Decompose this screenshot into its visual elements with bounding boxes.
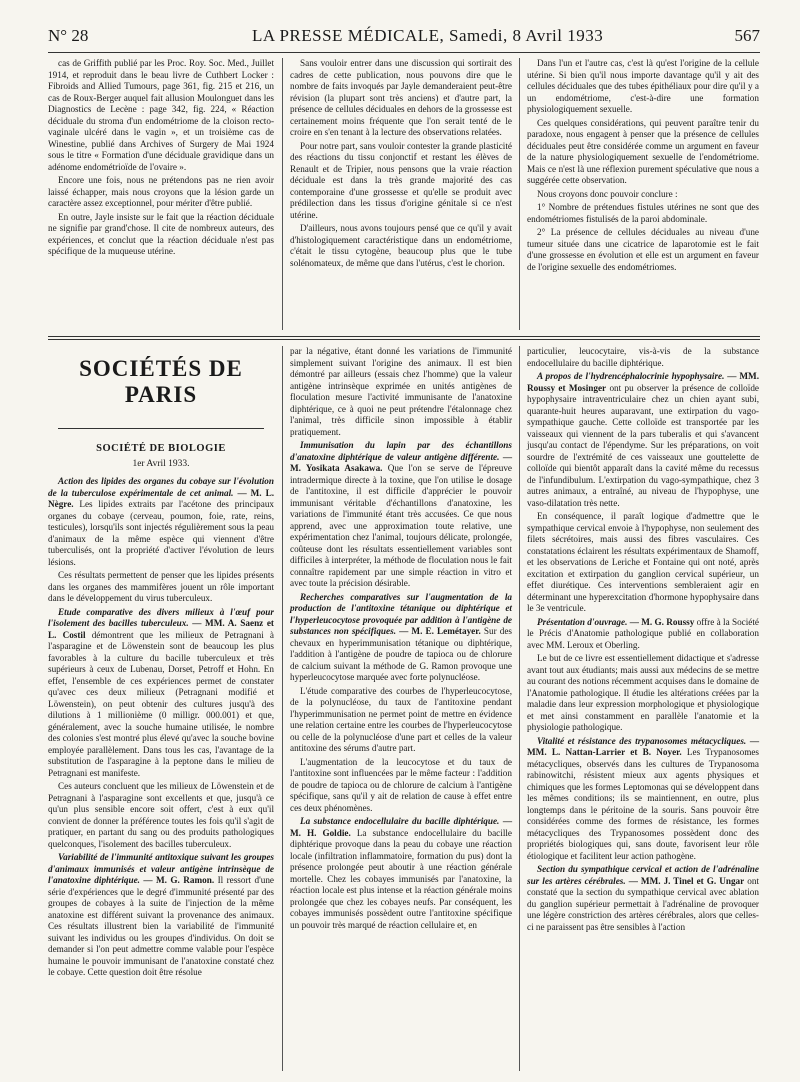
paragraph: [48, 781, 274, 850]
title-rule: [58, 428, 264, 429]
paragraph: [290, 686, 512, 755]
article-entry: [527, 617, 759, 652]
article-text: offre à la Société le Précis d'Anatomie pathologique publié en collaboration avec MM. Leroux et Oberling.: [527, 616, 759, 650]
article-text: Les Trypanosomes métacycliques, observés dans les cultures de Trypanosoma rabinowitchi, résistent mieux aux agents physiques et chimiques que les formes Leptomonas qui se développent dans les mêmes conditions; ils se maintiennent, en outre, plus longtemps dans le péritoine de la souris. Sans pouvoir être considérées comme des formes de résistance, les formes métacycliques des Trypanosomes possèdent donc des propriétés biologiques qui, sans doute, favorisent leur rôle étiologique et facilitent leur action pathogène.: [527, 747, 759, 861]
article-author: — M. H. Goldie.: [290, 816, 513, 838]
article-text: Sur des chevaux en hyperimmunisation tétanique ou diphtérique, l'addition à l'antigène de poudre de tapioca ou de chlorure de calcium suivant la méthode de G. Ramon provoque une hyperleucocytose marquée avec forte polynucléose.: [290, 626, 513, 682]
article-text: La substance endocellulaire du bacille diphtérique provoque dans la peau du cobaye une réaction locale (infiltration inflammatoire, formation du pus) dont la présence prolongée peut aboutir à une réaction générale mortelle. Chez les cobayes immunisés par l'anatoxine, la réaction locale est plus intense et la réaction générale moins prolongée que chez les cobayes neufs. Par conséquent, les cobayes immunisés possèdent outre l'antitoxine spécifique un pouvoir très marqué de réaction cellulaire et, en: [290, 827, 512, 930]
article-entry: [290, 816, 512, 931]
paragraph: Sans vouloir entrer dans une discussion qui sortirait des cadres de cette publication, nous pouvons dire que le nombre de faits invoqués par Jayle demanderaient peut-être révision (la plupart sont très anciens) et d'autre part, la présence de cellules déciduales en dehors de la grossesse est certainement moins fréquente que l'on serait tenté de le croire en s'en tenant à la lecture des observations relatées.: [290, 58, 512, 137]
top-column-2: [290, 58, 512, 271]
article-author: — MM. A. Saenz et L. Costil: [48, 618, 274, 640]
article-text: Ces résultats permettent de penser que les lipides présents dans les organes des mammifères jouent un rôle important dans le développement du virus tuberculeux.: [48, 570, 274, 603]
paragraph: Nous croyons donc pouvoir conclure :: [537, 188, 678, 199]
section-rule: [48, 336, 760, 337]
article-title: La substance endocellulaire du bacille diphtérique.: [300, 816, 500, 826]
paragraph: [527, 511, 759, 615]
header-rule: [48, 52, 760, 53]
column-divider: [282, 346, 283, 1071]
article-text: ont constaté que la section du sympathique cervical avec ablation du ganglion supérieur permettait à l'adrénaline de provoquer une légère constriction des artères cérébrales, alors que celles-ci ne paraissent pas être sensibles à l'action: [527, 875, 760, 932]
issue-number: N° 28: [48, 26, 89, 45]
article-title: Action des lipides des organes du cobaye sur l'évolution de la tuberculose expérimentale de cet animal.: [48, 476, 274, 498]
paragraph: [527, 653, 759, 734]
journal-title: LA PRESSE MÉDICALE, Samedi, 8 Avril 1933: [252, 26, 604, 45]
article-author: — M. Yosikata Asakawa.: [290, 451, 512, 473]
section-title: SOCIÉTÉS DE PARIS: [79, 356, 243, 407]
article-entry: [290, 440, 512, 590]
article-text: Le but de ce livre est essentiellement didactique et s'adresse avant tout aux étudiants; mais aussi aux médecins de se mettre au courant des notions récemment acquises dans le domaine de l'Anatomie pathologique. Il étudie les altérations créées par la maladie dans leur expression morphologique et physiologique et met ainsi constamment en parallèle l'anatomie et la physiologie pathologique.: [527, 653, 759, 732]
article-entry: [48, 607, 274, 780]
paragraph: Pour notre part, sans vouloir contester la grande plasticité des réactions du tissu conjonctif et restant les élèves de Renault et de Tripier, nous pensons que la vraie réaction déciduale est dans la très grande majorité des cas contemporaine d'une grossesse et qu'elle se produit avec prédilection dans les tissus d'origine génitale si ce n'est utérine.: [290, 140, 512, 220]
article-title: Immunisation du lapin par des échantillons d'anatoxine diphtérique de valeur antigène différente.: [290, 440, 512, 462]
column-divider: [519, 346, 520, 1071]
article-text: L'étude comparative des courbes de l'hyperleucocytose, de la polynucléose, du taux de l'antitoxine pendant l'hyperimmunisation ne permet point de mettre en évidence une relation certaine entre les courbes de l'hyperleucocytose ou celle de la polynucléose d'une part et celles de la valeur antitoxine des sérums d'autre part.: [290, 685, 512, 753]
article-title: Variabilité de l'immunité antitoxique suivant les groupes d'animaux immunisés et valeur antigène intrinsèque de l'anatoxine diphtérique.: [48, 852, 274, 885]
article-author: — M. G. Roussy: [629, 616, 695, 627]
column-divider: [519, 58, 520, 330]
paragraph: cas de Griffith publié par les Proc. Roy. Soc. Med., Juillet 1914, et reproduit dans le beau livre de Cuthbert Locker : Fibroids and Allied Tumours, page 361, fig. 215 et 216, un cas de Roux-Berger auquel fait allusion Moulonguet dans les Diagnostics de Lecène : page 342, fig. 224, « Réaction déciduale du stroma d'un endométriome de la cloison recto-vaginale ulcéré dans le vagin », et un troisième cas de Winestine, publié dans Archives of Surgery de Mai 1924 sous le titre « Formation d'une déciduale gravidique dans un adénome endométrioïde de l'ovaire ».: [48, 58, 274, 172]
top-column-1: [48, 58, 274, 260]
article-entry: [527, 864, 759, 933]
paragraph: Dans l'un et l'autre cas, c'est là qu'est l'origine de la cellule utérine. Si bien qu'il nous importe davantage qu'il y ait des cellules déciduales que des tubes épithéliaux pour dire qu'il y a un endométriome, c'est-à-dire une formation physiologiquement sexuelle.: [527, 58, 759, 114]
article-author: — MM. L. Nattan-Larrier et B. Noyer.: [527, 735, 760, 757]
society-name: SOCIÉTÉ DE BIOLOGIE: [96, 443, 226, 454]
bottom-column-1: [48, 346, 274, 981]
column-text: [48, 476, 274, 979]
article-title: Présentation d'ouvrage.: [537, 616, 628, 627]
article-text: Que l'on se serve de l'épreuve intradermique directe à la toxine, que l'on utilise le dosage de l'antitoxine, il est difficile d'apprécier le pouvoir immunisant véritable d'échantillons d'anatoxine, les variations de l'immunité étant très accusées. Ce que nous apprend, avec une approximation toute relative, une expérimentation chez l'animal, toujours délicate, prolongée, coûteuse dont les résultats essentiellement variables sont difficiles à interpréter, la méthode de floculation nous le fait connaître rapidement par une simple réaction in vitro et avec toute la précision désirable.: [290, 463, 512, 588]
article-author: — MM. Roussy et Mosinger: [527, 371, 760, 393]
paragraph: Encore une fois, nous ne prétendons pas ne rien avoir laissé échapper, mais nous croyons que la lésion garde un caractère assez exceptionnel, pour mériter d'être publié.: [48, 175, 274, 208]
article-text: Ces auteurs concluent que les milieux de Löwenstein et de Petragnani à l'asparagine sont excellents et que, jusqu'à ce qu'un plus sensible encore soit offert, c'est à eux qu'il convient de donner la préférence toutes les fois qu'il s'agit de pratiquer, en partant du sang ou des produits pathologiques quelconques, l'isolement des bacilles tuberculeux.: [48, 781, 274, 849]
article-entry: [527, 371, 759, 509]
page-number: 567: [734, 26, 760, 45]
article-entry: [290, 592, 512, 684]
paragraph: [290, 757, 512, 815]
article-entry: [48, 476, 274, 568]
paragraph: D'ailleurs, nous avons toujours pensé que ce qu'il y avait d'histologiquement caractéristique dans un endométriome, c'était le tissu cytogène, beaucoup plus que le tube solénomateux, de même que dans l'utérus, c'est le chorion.: [290, 223, 512, 268]
paragraph: 2° La présence de cellules déciduales au niveau d'une tumeur située dans une cicatrice de laparotomie est le fait d'une grossesse en évolution et elle est un argument en faveur de l'origine sexuelle des endométriomes.: [527, 227, 759, 272]
bottom-column-3: [527, 346, 759, 935]
article-text: par la négative, étant donné les variations de l'immunité simplement suivant l'origine des animaux. Il est bien démontré par ailleurs (essais chez l'homme) que la valeur antigène intrinsèque exprimée en unités antigènes de floculation mesure l'activité immunisante de l'anatoxine diphtérique, ce à quoi ne peut prétendre l'étalonnage chez l'animal, très difficile sinon impossible à établir pratiquement.: [290, 346, 512, 437]
paragraph: [290, 346, 512, 438]
article-author: — M. L. Nègre.: [48, 487, 275, 509]
article-title: Etude comparative des divers milieux à l'œuf pour l'isolement des bacilles tuberculeux.: [48, 606, 274, 628]
paragraph: En outre, Jayle insiste sur le fait que la réaction déciduale ne signifie par grand'chose. Il cite de nombreux auteurs, des expériences, et conclut que la réaction déciduale n'est pas spécifique de la muqueuse utérine.: [48, 211, 274, 256]
article-text: L'augmentation de la leucocytose et du taux de l'antitoxine sont influencées par le même facteur : l'addition de poudre de tapioca ou de chlorure de calcium à l'antigène spécifique, sans qu'il y ait de relation de cause à effet entre ces deux phénomènes.: [290, 756, 512, 813]
article-author: — M. E. Lemétayer.: [399, 626, 481, 636]
article-text: Il ressort d'une série d'expériences que le degré d'immunité présenté par des groupes de cobayes à la suite de l'injection de la même anatoxine est différent suivant la provenance des animaux. Ces résultats illustrent bien la variabilité de l'immunité suivant les individus ou les groupes d'individus. On doit se demander si l'on peut admettre comme valable pour l'espèce humaine le pouvoir immunisant de l'anatoxine constaté chez le cobaye. Cette question doit être résolue: [48, 875, 275, 977]
article-title: Recherches comparatives sur l'augmentation de la production de l'antitoxine tétanique ou diphtérique et l'hyperleucocytose provoquée par addition à l'antigène de substances non spécifiques.: [290, 591, 512, 636]
session-date: 1er Avril 1933.: [132, 458, 190, 469]
article-text: Les lipides extraits par l'acétone des principaux organes du cobaye (cerveau, poumon, foie, rate, reins, testicules), lorsqu'ils sont injectés régulièrement sous la peau d'animaux de la même espèce qui viennent d'être tuberculisés, ont la propriété d'activer l'évolution de leurs lésions.: [48, 499, 275, 567]
article-text: démontrent que les milieux de Petragnani à l'asparagine et de Löwenstein sont de beaucoup les plus favorables à la culture du bacille tuberculeux et très supérieurs à ceux de Lubenau, Dorset, Petroff et Hohn. En effet, l'ensemble de ces expériences permet de constater qu'avec ces deux milieux (Petragnani modifié et Löwenstein), on peut obtenir des cultures jusqu'à des dilutions à 1 millionième (0 milligr. 000.001) et que, généralement, avec la souche humaine utilisée, le nombre des colonies s'est montré plus élevé qu'avec la souche bovine employée parallèlement. Dans tous les cas, l'avantage de la substitution de l'asparagine à la peptone dans le milieu de Petragnani est manifeste.: [48, 629, 275, 778]
paragraph: [48, 570, 274, 605]
article-title: Section du sympathique cervical et action de l'adrénaline sur les artères cérébrales.: [527, 864, 759, 886]
column-divider: [282, 58, 283, 330]
article-text: En conséquence, il paraît logique d'admettre que le sympathique cervical envoie à l'hypophyse, non seulement des filets sécrétoires, mais aussi des fibres vasculaires. Ces constatations éclairent les résultats expérimentaux de Shamoff, et les observations de Leriche et Fontaine qui ont noté, après excitation et extirpation du ganglion cervical supérieur, un effet diurétique. Ces interventions sembleraient agir en déterminant une hyperexcitation d'hormone hypophysaire dans le 3e ventricule.: [527, 511, 759, 613]
paragraph: [527, 346, 759, 369]
article-author: — MM. J. Tinel et G. Ungar: [628, 875, 745, 886]
article-author: — M. G. Ramon.: [143, 875, 215, 885]
section-rule: [48, 339, 760, 340]
article-title: Vitalité et résistance des trypanosomes métacycliques.: [537, 735, 747, 746]
article-text: particulier, leucocytaire, vis-à-vis de la substance endocellulaire du bacille diphtérique.: [527, 346, 759, 368]
top-column-3: [527, 58, 759, 275]
article-entry: [48, 852, 274, 979]
bottom-column-2: [290, 346, 512, 933]
article-text: ont pu observer la présence de colloïde hypophysaire intraventriculaire chez un chien ayant subi, quarante-huit heures auparavant, une extirpation du vago-sympathique gauche. Cette colloïde est transportée par les vaisseaux qui viennent de la pars tuberalis et qui s'avancent jusqu'au contact de l'épendyme. Sur les préparations, on voit sourdre de l'extrémité de ces vaisseaux une gouttelette de colloïde qui bientôt apparaît dans la cavité même du recessus de l'infundibulum. L'extirpation du vago-sympathique, chez 3 autres animaux, a entraîné, au niveau de l'hypophyse, une vaso-dilatation très nette.: [527, 382, 759, 508]
paragraph: Ces quelques considérations, qui peuvent paraître tenir du paradoxe, nous engagent à penser que la présence de cellules déciduales peut être considérée comme un argument en faveur de la nature physiologiquement sexuelle de l'endométriome. Mais ce n'est là une réflexion purement spéculative que nous a suggérée cette observation.: [527, 117, 759, 185]
paragraph: 1° Nombre de prétendues fistules utérines ne sont que des endométriomes fistulisés de la paroi abdominale.: [527, 202, 759, 224]
running-header: [48, 22, 760, 48]
article-entry: [527, 736, 759, 863]
article-title: A propos de l'hydrencéphalocrinie hypophysaire.: [537, 371, 725, 381]
